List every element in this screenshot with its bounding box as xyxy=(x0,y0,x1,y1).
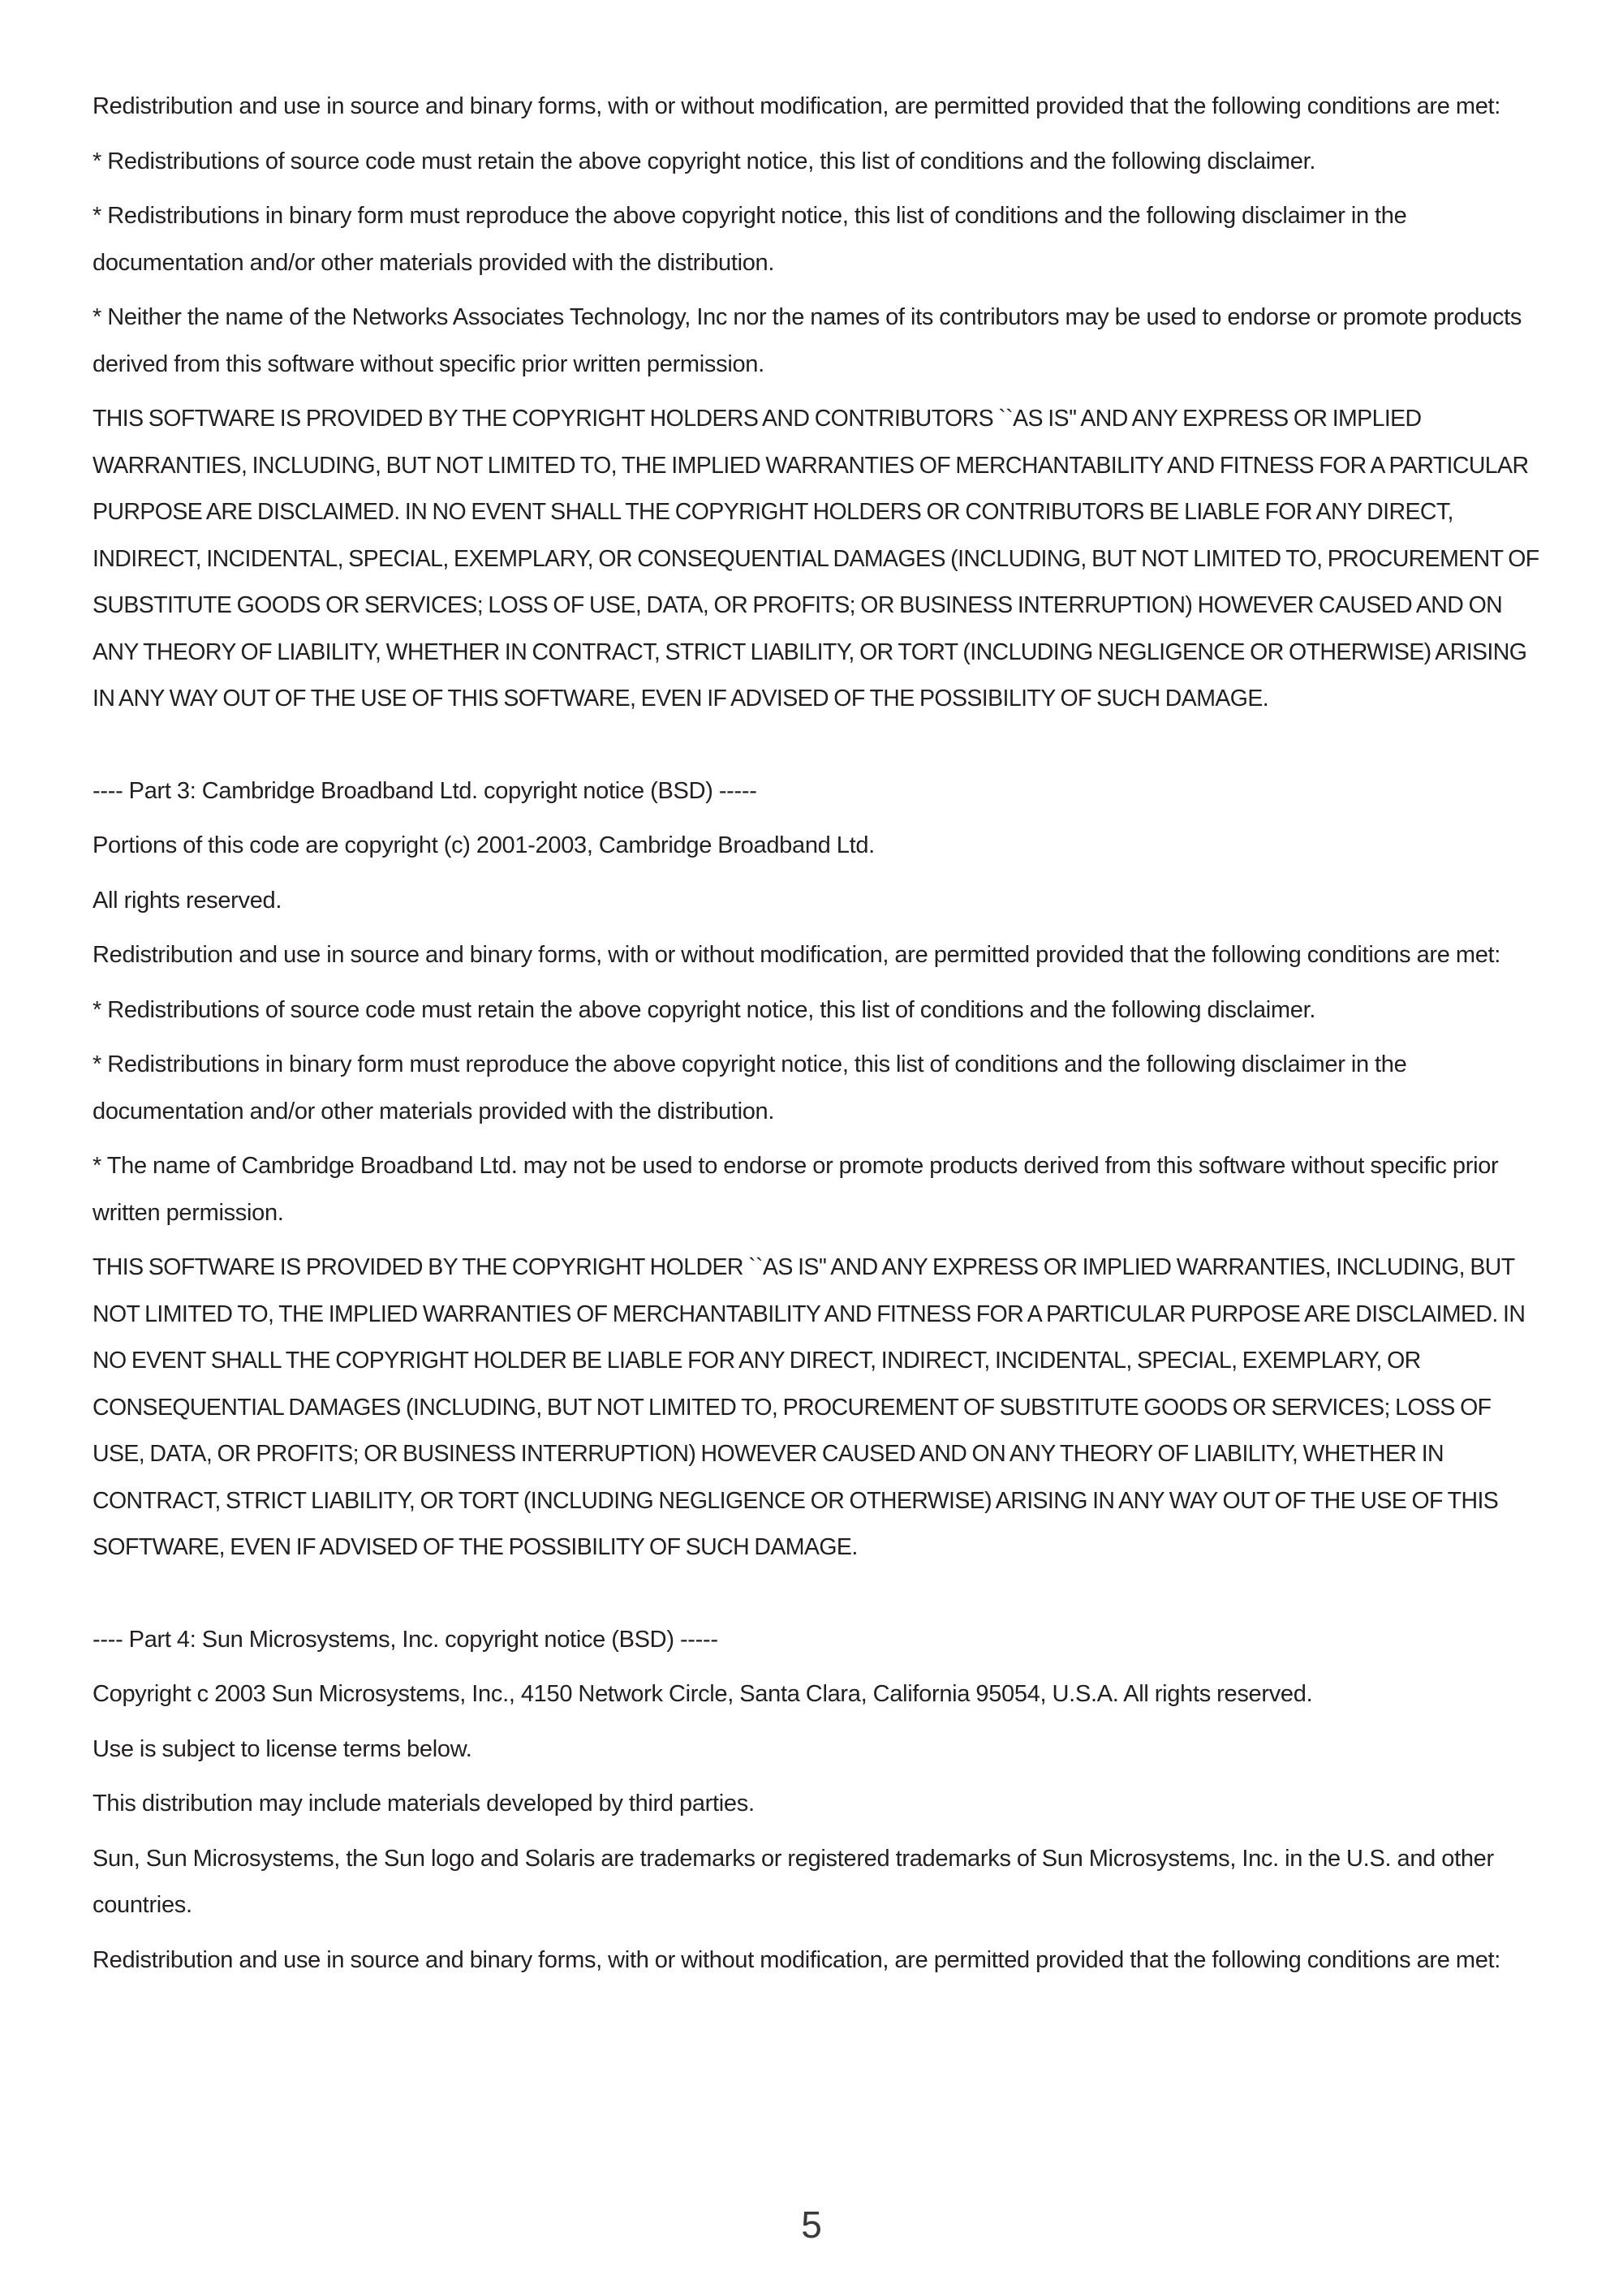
part3-heading: ---- Part 3: Cambridge Broadband Ltd. copyright notice (BSD) ----- xyxy=(93,777,757,804)
part3-disclaimer: THIS SOFTWARE IS PROVIDED BY THE COPYRIGHT HOLDER ``AS IS'' AND ANY EXPRESS OR IMPLIED WARRANTIES, INCLUDING, BUT NOT LIMITED TO, THE IMPLIED WARRANTIES OF MERCHANTABILITY AND FITNESS FOR A PARTICULAR PURPOSE ARE DISCLAIMED. IN NO EVENT SHALL THE COPYRIGHT HOLDER BE LIABLE FOR ANY DIRECT, INDIRECT, INCIDENTAL, SPECIAL, EXEMPLARY, OR CONSEQUENTIAL DAMAGES (INCLUDING, BUT NOT LIMITED TO, PROCUREMENT OF SUBSTITUTE GOODS OR SERVICES; LOSS OF USE, DATA, OR PROFITS; OR BUSINESS INTERRUPTION) HOWEVER CAUSED AND ON ANY THEORY OF LIABILITY, WHETHER IN CONTRACT, STRICT LIABILITY, OR TORT (INCLUDING NEGLIGENCE OR OTHERWISE) ARISING IN ANY WAY OUT OF THE USE OF THIS SOFTWARE, EVEN IF ADVISED OF THE POSSIBILITY OF SUCH DAMAGE. xyxy=(93,1254,1526,1560)
part4-heading: ---- Part 4: Sun Microsystems, Inc. copyright notice (BSD) ----- xyxy=(93,1626,718,1653)
part4-use-terms: Use is subject to license terms below. xyxy=(93,1735,472,1762)
part3-condition-name: * The name of Cambridge Broadband Ltd. may not be used to endorse or promote products derived from this software without specific prior written permission. xyxy=(93,1153,1499,1226)
part3-condition-binary: * Redistributions in binary form must reproduce the above copyright notice, this list of conditions and the following disclaimer in the documentation and/or other materials provided with the distribution. xyxy=(93,1051,1407,1124)
license-document xyxy=(93,84,1545,1992)
part4-trademarks: Sun, Sun Microsystems, the Sun logo and Solaris are trademarks or registered trademarks of Sun Microsystems, Inc. in the U.S. and other countries. xyxy=(93,1845,1494,1918)
part2-condition-binary: * Redistributions in binary form must reproduce the above copyright notice, this list of conditions and the following disclaimer in the documentation and/or other materials provided with the distribution. xyxy=(93,203,1407,276)
part2-condition-source: * Redistributions of source code must retain the above copyright notice, this list of conditions and the following disclaimer. xyxy=(93,148,1316,174)
part4-third-parties: This distribution may include materials developed by third parties. xyxy=(93,1791,755,1817)
part2-condition-name: * Neither the name of the Networks Associates Technology, Inc nor the names of its contributors may be used to endorse or promote products derived from this software without specific prior written permission. xyxy=(93,304,1522,377)
page-number: 5 xyxy=(801,2204,822,2246)
part3-condition-source: * Redistributions of source code must retain the above copyright notice, this list of conditions and the following disclaimer. xyxy=(93,996,1316,1023)
part3-redistribution-text: Redistribution and use in source and binary forms, with or without modification, are permitted provided that the following conditions are met: xyxy=(93,942,1501,968)
part4-copyright: Copyright c 2003 Sun Microsystems, Inc., 4150 Network Circle, Santa Clara, California 95054, U.S.A. All rights reserved. xyxy=(93,1681,1313,1707)
part2-disclaimer: THIS SOFTWARE IS PROVIDED BY THE COPYRIGHT HOLDERS AND CONTRIBUTORS ``AS IS'' AND ANY EXPRESS OR IMPLIED WARRANTIES, INCLUDING, BUT NOT LIMITED TO, THE IMPLIED WARRANTIES OF MERCHANTABILITY AND FITNESS FOR A PARTICULAR PURPOSE ARE DISCLAIMED. IN NO EVENT SHALL THE COPYRIGHT HOLDERS OR CONTRIBUTORS BE LIABLE FOR ANY DIRECT, INDIRECT, INCIDENTAL, SPECIAL, EXEMPLARY, OR CONSEQUENTIAL DAMAGES (INCLUDING, BUT NOT LIMITED TO, PROCUREMENT OF SUBSTITUTE GOODS OR SERVICES; LOSS OF USE, DATA, OR PROFITS; OR BUSINESS INTERRUPTION) HOWEVER CAUSED AND ON ANY THEORY OF LIABILITY, WHETHER IN CONTRACT, STRICT LIABILITY, OR TORT (INCLUDING NEGLIGENCE OR OTHERWISE) ARISING IN ANY WAY OUT OF THE USE OF THIS SOFTWARE, EVEN IF ADVISED OF THE POSSIBILITY OF SUCH DAMAGE. xyxy=(93,406,1539,712)
part3-rights-reserved: All rights reserved. xyxy=(93,887,282,914)
part2-redistribution-text: Redistribution and use in source and binary forms, with or without modification, are permitted provided that the following conditions are met: xyxy=(93,93,1501,119)
part4-redistribution-text: Redistribution and use in source and binary forms, with or without modification, are permitted provided that the following conditions are met: xyxy=(93,1946,1501,1973)
part3-portions-copyright: Portions of this code are copyright (c) 2001-2003, Cambridge Broadband Ltd. xyxy=(93,832,875,858)
